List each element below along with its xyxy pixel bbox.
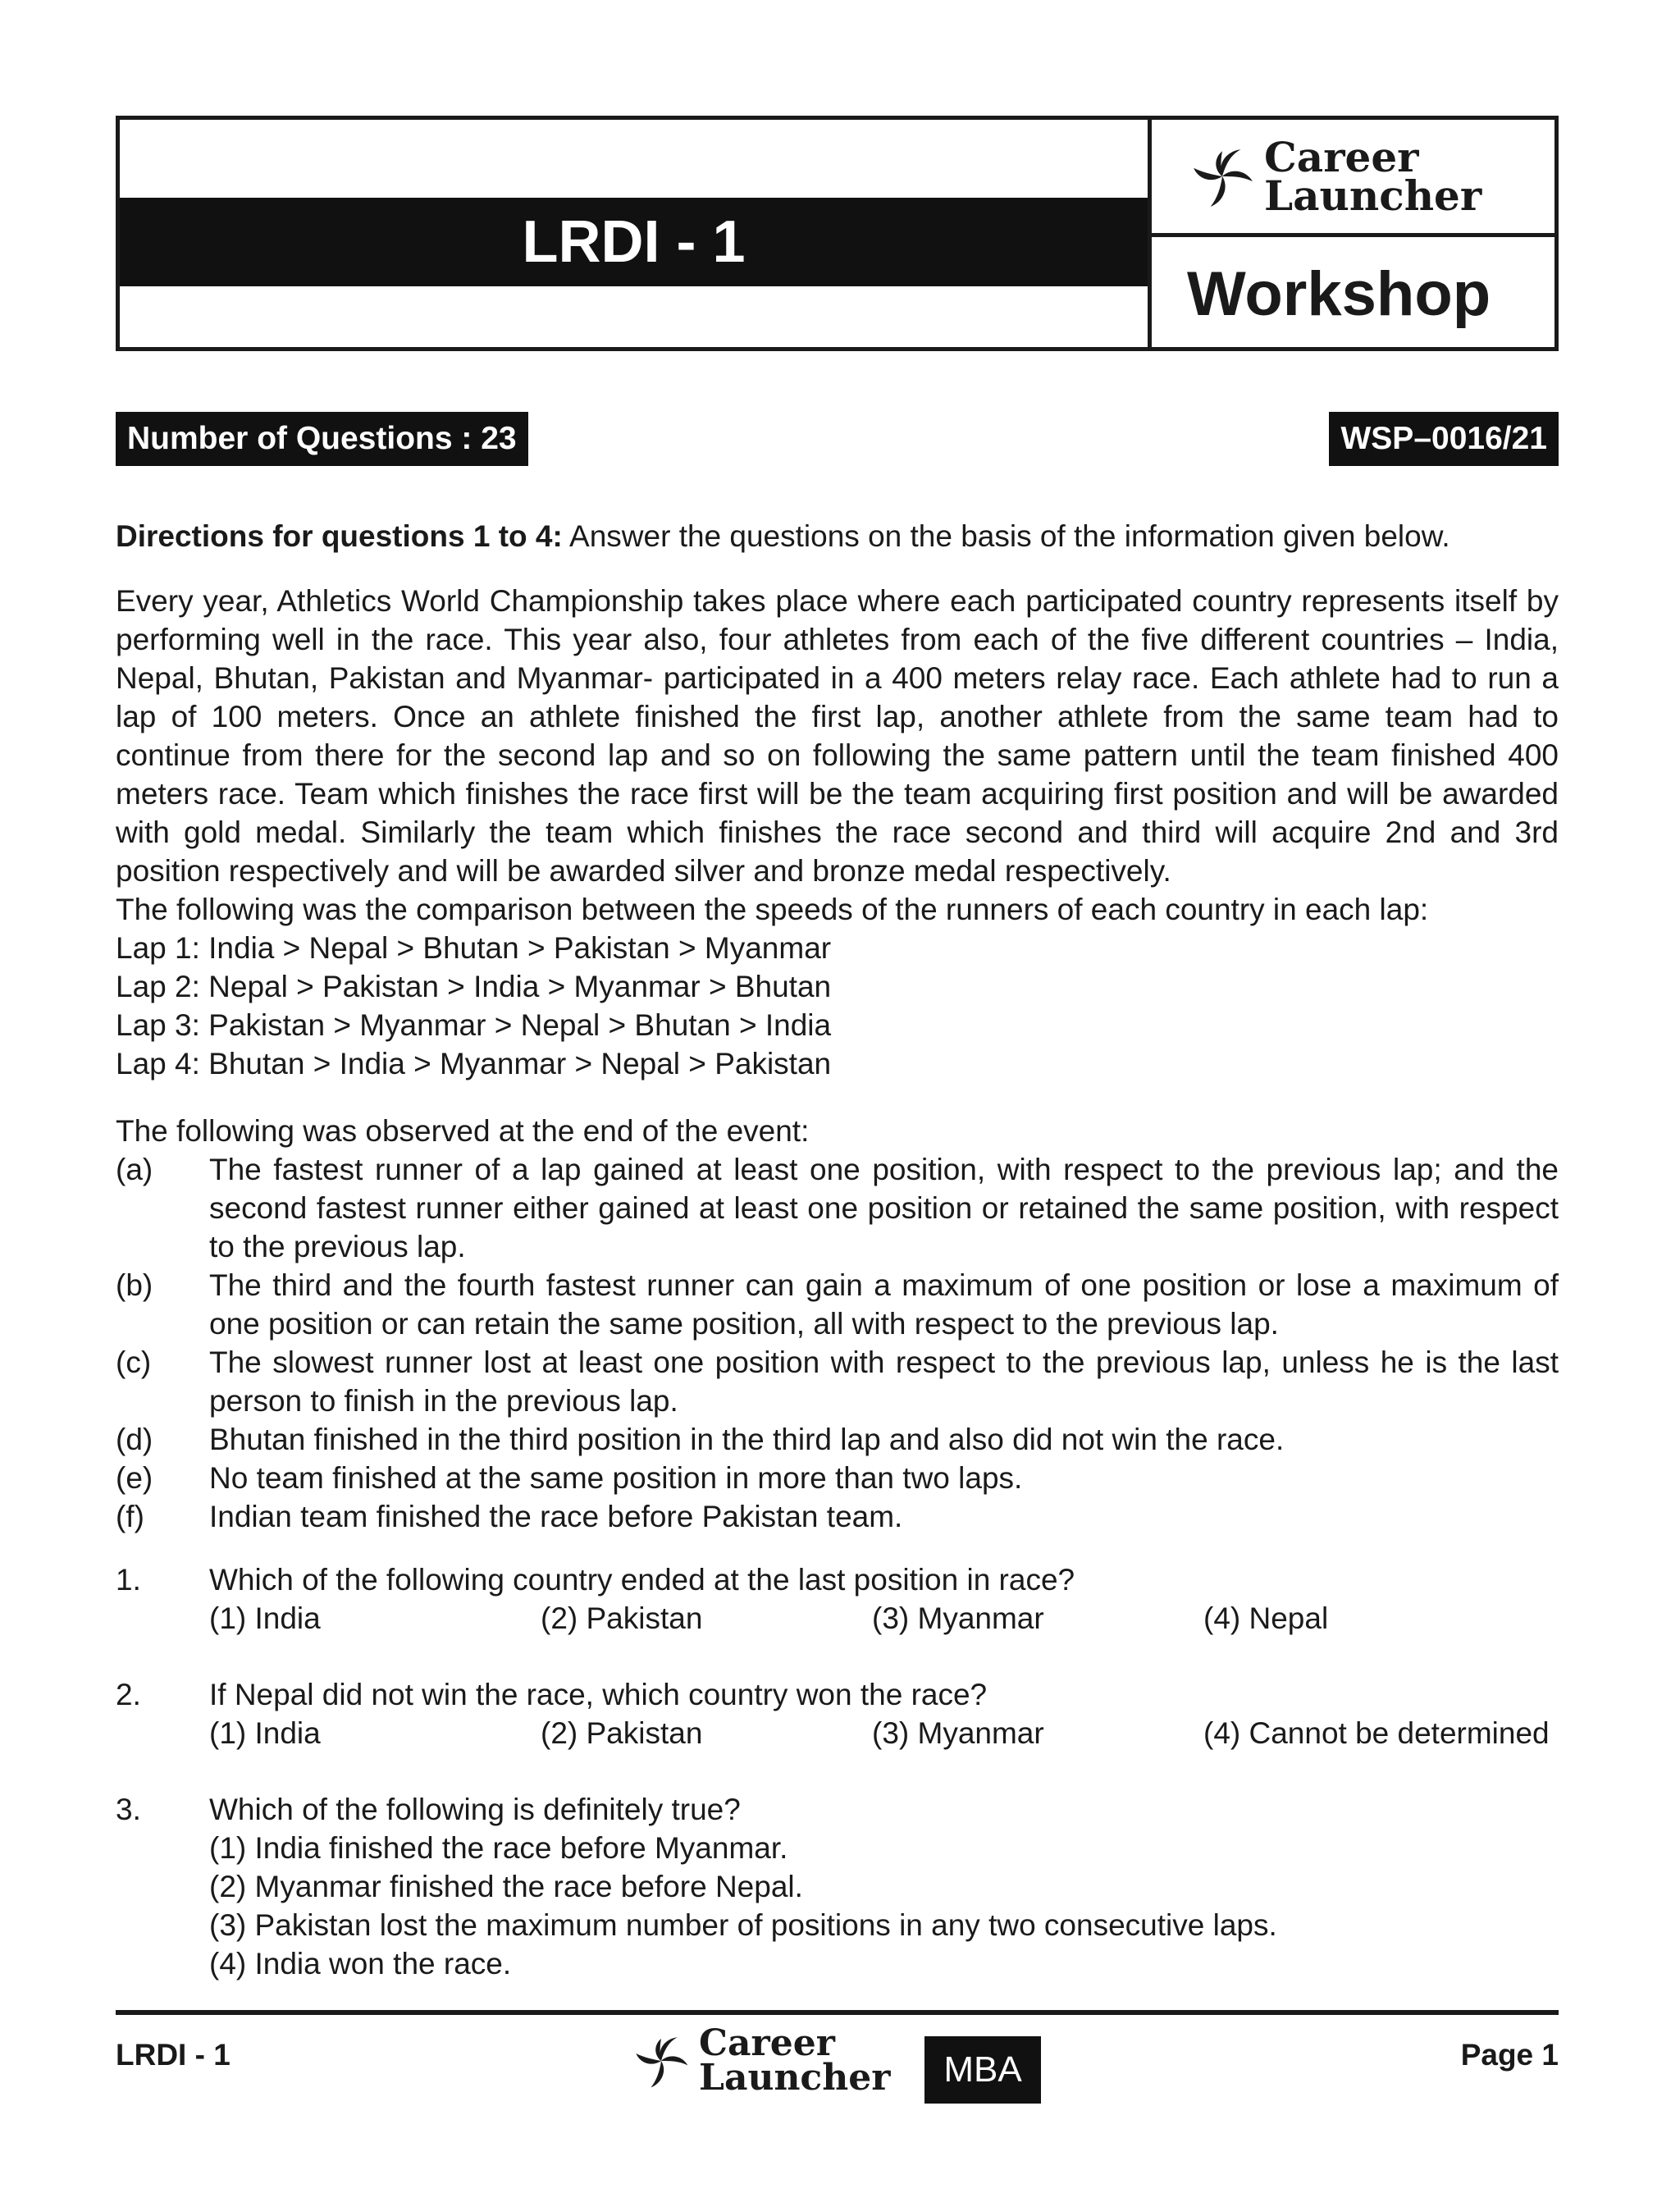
workshop-label: Workshop xyxy=(1187,259,1491,329)
observation-item xyxy=(116,1266,1559,1343)
header-box xyxy=(116,116,1559,351)
question-text: If Nepal did not win the race, which country won the race? xyxy=(209,1678,988,1711)
passage-paragraph: Every year, Athletics World Championship takes place where each participated country represents itself by performing well in the race. This year also, four athletes from each of the five different countries – India, Nepal, Bhutan, Pakistan and Myanmar- participated in a 400 meters relay race. Each athlete had to run a lap of 100 meters. Once an athlete finished the first lap, another athlete from the same team had to continue from there for the second lap and so on following the same pattern until the team finished 400 meters race. Team which finishes the race first will be the team acquiring first position and will be awarded with gold medal. Similarly the team which finishes the race second and third will acquire 2nd and 3rd position respectively and will be awarded silver and bronze medal respectively. xyxy=(116,584,1559,888)
answer-option[interactable]: (1) India xyxy=(209,1601,321,1635)
observation-text: The slowest runner lost at least one position with respect to the previous lap, unless he is the last person to finish in the previous lap. xyxy=(209,1345,1559,1418)
question-number: 1. xyxy=(116,1563,141,1597)
observations-block xyxy=(116,1112,1559,1536)
lap-line: Lap 2: Nepal > Pakistan > India > Myanmar > Bhutan xyxy=(116,970,832,1003)
observation-item xyxy=(116,1420,1559,1459)
lap-line: Lap 4: Bhutan > India > Myanmar > Nepal > Pakistan xyxy=(116,1047,832,1080)
observation-item xyxy=(116,1497,1559,1536)
answer-option[interactable]: (2) Pakistan xyxy=(541,1716,703,1750)
page-title: LRDI - 1 xyxy=(120,198,1148,286)
comparison-intro: The following was the comparison between the speeds of the runners of each country in each lap: xyxy=(116,893,1429,926)
paper-code-tag: WSP–0016/21 xyxy=(1329,412,1559,466)
swirl-logo-icon xyxy=(1189,143,1256,210)
swirl-logo-icon xyxy=(632,2031,691,2090)
title-cell xyxy=(120,120,1152,347)
answer-option[interactable]: (1) India finished the race before Myanmar. xyxy=(209,1831,788,1865)
footer-logo xyxy=(632,2022,891,2099)
lap-line: Lap 3: Pakistan > Myanmar > Nepal > Bhutan > India xyxy=(116,1008,832,1042)
footer-rule xyxy=(116,2010,1559,2015)
answer-option[interactable]: (3) Myanmar xyxy=(872,1601,1044,1635)
question-2 xyxy=(116,1675,1559,1752)
observation-text: Indian team finished the race before Pakistan team. xyxy=(209,1500,903,1533)
observation-label: (d) xyxy=(116,1423,153,1456)
question-1 xyxy=(116,1560,1559,1638)
mba-badge: MBA xyxy=(924,2036,1041,2104)
observation-label: (b) xyxy=(116,1268,153,1302)
brand-line2: Launcher xyxy=(1264,171,1482,220)
directions-lead: Directions for questions 1 to 4: xyxy=(116,519,563,553)
observation-text: The third and the fourth fastest runner can gain a maximum of one position or lose a maximum of one position or can retain the same position, all with respect to the previous lap. xyxy=(209,1268,1559,1341)
brand-line2: Launcher xyxy=(699,2056,891,2099)
answer-option[interactable]: (4) Nepal xyxy=(1203,1601,1329,1635)
observation-item xyxy=(116,1150,1559,1266)
lap-line: Lap 1: India > Nepal > Bhutan > Pakistan > Myanmar xyxy=(116,931,832,965)
observation-text: The fastest runner of a lap gained at least one position, with respect to the previous lap; and the second fastest runner either gained at least one position or retained the same position, with respect to the previous lap. xyxy=(209,1153,1559,1263)
answer-option[interactable]: (2) Pakistan xyxy=(541,1601,703,1635)
observed-intro: The following was observed at the end of the event: xyxy=(116,1114,810,1148)
answer-option[interactable]: (4) India won the race. xyxy=(209,1947,512,1980)
answer-option[interactable]: (2) Myanmar finished the race before Nepal. xyxy=(209,1870,803,1903)
observation-label: (f) xyxy=(116,1500,144,1533)
observation-text: Bhutan finished in the third position in the third lap and also did not win the race. xyxy=(209,1423,1285,1456)
answer-option[interactable]: (1) India xyxy=(209,1716,321,1750)
question-3 xyxy=(116,1790,1559,1983)
answer-option[interactable]: (4) Cannot be determined xyxy=(1203,1716,1550,1750)
comparison-block xyxy=(116,890,1559,1083)
observation-item xyxy=(116,1459,1559,1497)
page-number: Page 1 xyxy=(1460,2038,1559,2072)
answer-option[interactable]: (3) Myanmar xyxy=(872,1716,1044,1750)
question-number: 2. xyxy=(116,1678,141,1711)
observation-label: (e) xyxy=(116,1461,153,1495)
footer-left: LRDI - 1 xyxy=(116,2038,231,2072)
observation-text: No team finished at the same position in more than two laps. xyxy=(209,1461,1023,1495)
directions xyxy=(116,517,1559,555)
answer-option[interactable]: (3) Pakistan lost the maximum number of positions in any two consecutive laps. xyxy=(209,1908,1277,1942)
observation-label: (c) xyxy=(116,1345,152,1379)
question-count-tag: Number of Questions : 23 xyxy=(116,412,528,466)
brand-line1: Career xyxy=(699,2022,835,2064)
career-launcher-logo xyxy=(1189,132,1482,220)
observation-item xyxy=(116,1343,1559,1420)
brand-line1: Career xyxy=(1264,132,1419,181)
header-right xyxy=(1148,120,1554,347)
question-text: Which of the following country ended at the last position in race? xyxy=(209,1563,1075,1597)
observation-label: (a) xyxy=(116,1153,153,1186)
brand-cell xyxy=(1148,120,1554,237)
directions-rest: Answer the questions on the basis of the information given below. xyxy=(562,519,1450,553)
question-text: Which of the following is definitely true? xyxy=(209,1793,741,1826)
question-number: 3. xyxy=(116,1793,141,1826)
